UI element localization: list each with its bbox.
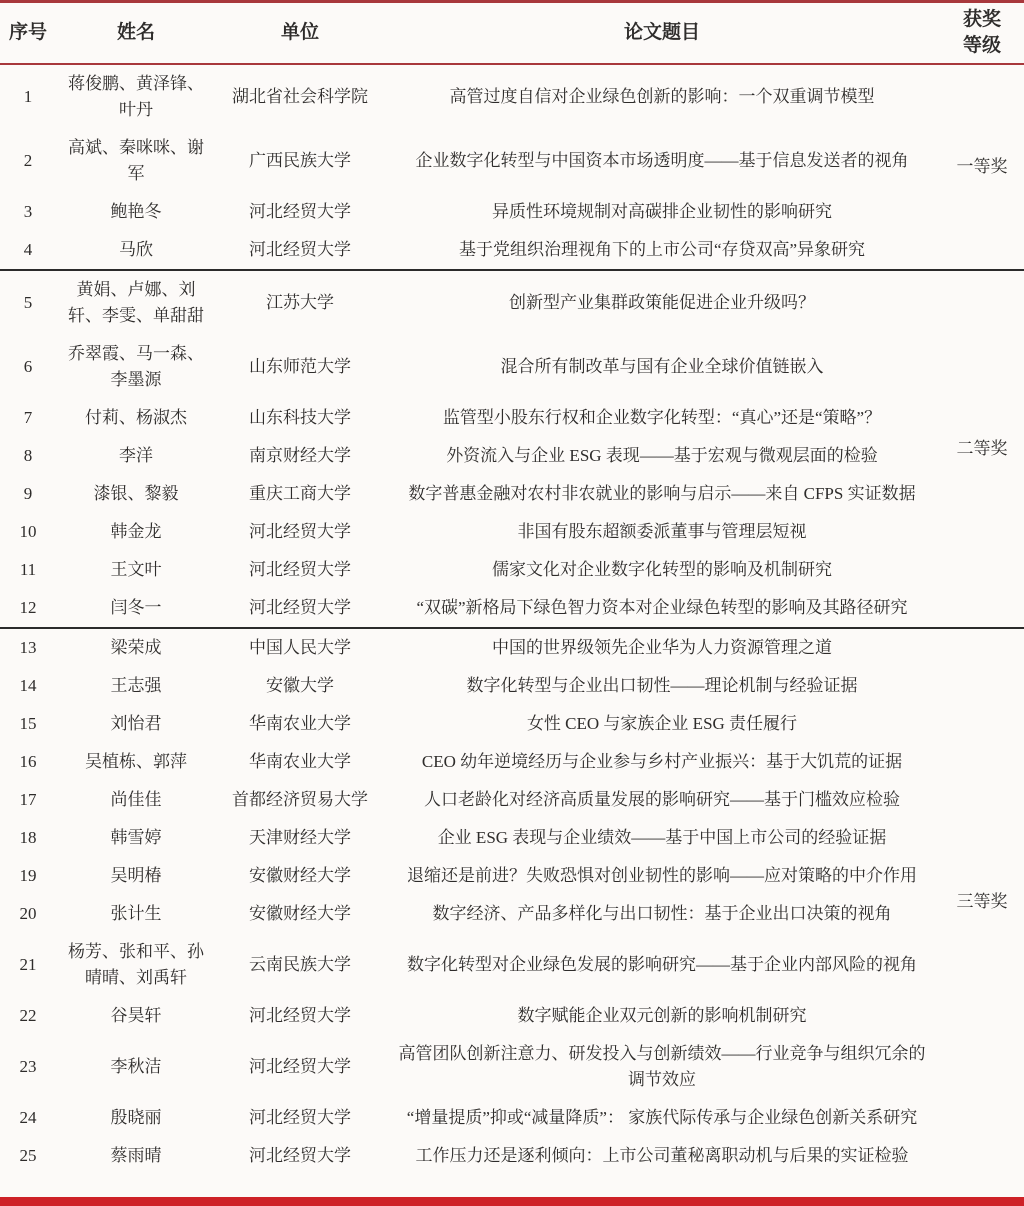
- cell-name: 韩金龙: [110, 522, 162, 541]
- cell-name: 张计生: [110, 904, 162, 923]
- table-row: [0, 857, 1024, 895]
- cell-unit: 云南民族大学: [249, 955, 351, 974]
- cell-unit: 天津财经大学: [249, 828, 351, 847]
- cell-name: 高斌、秦咪咪、谢军: [68, 138, 204, 183]
- table-row: [0, 628, 1024, 667]
- cell-title: 数字化转型对企业绿色发展的影响研究——基于企业内部风险的视角: [407, 955, 917, 974]
- cell-title: 人口老龄化对经济高质量发展的影响研究——基于门槛效应检验: [424, 790, 900, 809]
- cell-name: 漆银、黎毅: [93, 484, 179, 503]
- cell-unit: 河北经贸大学: [249, 1057, 351, 1076]
- cell-no: 5: [23, 293, 33, 312]
- col-header-no: 序号: [8, 22, 47, 43]
- table-row: [0, 997, 1024, 1035]
- table-row: [0, 1035, 1024, 1099]
- cell-award: 一等奖: [956, 157, 1008, 176]
- cell-no: 15: [19, 714, 37, 733]
- table-row: [0, 1137, 1024, 1175]
- cell-title: “双碳”新格局下绿色智力资本对企业绿色转型的影响及其路径研究: [416, 598, 908, 617]
- table-row: [0, 475, 1024, 513]
- cell-title: 高管团队创新注意力、研发投入与创新绩效——行业竞争与组织冗余的调节效应: [398, 1044, 926, 1089]
- cell-unit: 华南农业大学: [249, 752, 351, 771]
- cell-name: 王文叶: [110, 560, 162, 579]
- cell-title: 非国有股东超额委派董事与管理层短视: [517, 522, 807, 541]
- cell-title: 儒家文化对企业数字化转型的影响及机制研究: [492, 560, 832, 579]
- table-row: [0, 781, 1024, 819]
- cell-title: “增量提质”抑或“减量降质”： 家族代际传承与企业绿色创新关系研究: [406, 1108, 918, 1127]
- table-row: [0, 64, 1024, 129]
- cell-title: 高管过度自信对企业绿色创新的影响：一个双重调节模型: [449, 87, 875, 106]
- cell-name: 乔翠霞、马一森、李墨源: [68, 344, 204, 389]
- table-row: [0, 335, 1024, 399]
- cell-title: 退缩还是前进？失败恐惧对创业韧性的影响——应对策略的中介作用: [407, 866, 917, 885]
- cell-no: 9: [23, 484, 33, 503]
- col-header-unit: 单位: [280, 22, 319, 43]
- cell-unit: 湖北省社会科学院: [232, 87, 368, 106]
- table-row: [0, 231, 1024, 270]
- cell-no: 16: [19, 752, 37, 771]
- table-row: [0, 589, 1024, 628]
- cell-no: 24: [19, 1108, 37, 1127]
- bottom-red-bar: [0, 1197, 1024, 1206]
- cell-name: 闫冬一: [110, 598, 162, 617]
- cell-no: 13: [19, 638, 37, 657]
- cell-unit: 华南农业大学: [249, 714, 351, 733]
- cell-no: 20: [19, 904, 37, 923]
- cell-no: 18: [19, 828, 37, 847]
- cell-unit: 河北经贸大学: [249, 560, 351, 579]
- cell-title: 数字普惠金融对农村非农就业的影响与启示——来自 CFPS 实证数据: [408, 484, 916, 503]
- cell-unit: 安徽财经大学: [249, 904, 351, 923]
- header-row: [0, 2, 1024, 65]
- table-row: [0, 1099, 1024, 1137]
- cell-unit: 河北经贸大学: [249, 522, 351, 541]
- table-row: [0, 895, 1024, 933]
- cell-title: 监管型小股东行权和企业数字化转型：“真心”还是“策略”？: [442, 408, 882, 427]
- cell-unit: 江苏大学: [266, 293, 334, 312]
- cell-name: 吴植栋、郭萍: [85, 752, 187, 771]
- table-row: [0, 933, 1024, 997]
- table-row: [0, 513, 1024, 551]
- cell-no: 2: [23, 151, 33, 170]
- cell-no: 4: [23, 240, 33, 259]
- cell-unit: 河北经贸大学: [249, 1006, 351, 1025]
- cell-name: 蒋俊鹏、黄泽锋、叶丹: [68, 74, 204, 119]
- cell-name: 李洋: [119, 446, 153, 465]
- cell-unit: 重庆工商大学: [249, 484, 351, 503]
- cell-title: 外资流入与企业 ESG 表现——基于宏观与微观层面的检验: [446, 446, 878, 465]
- cell-award: 三等奖: [956, 892, 1008, 911]
- cell-unit: 安徽财经大学: [249, 866, 351, 885]
- table-row: [0, 270, 1024, 335]
- table-row: [0, 437, 1024, 475]
- cell-name: 王志强: [110, 676, 162, 695]
- cell-name: 杨芳、张和平、孙晴晴、刘禹轩: [68, 942, 204, 987]
- cell-name: 蔡雨晴: [110, 1146, 162, 1165]
- cell-no: 22: [19, 1006, 37, 1025]
- cell-no: 14: [19, 676, 37, 695]
- cell-name: 梁荣成: [110, 638, 162, 657]
- cell-no: 17: [19, 790, 37, 809]
- cell-no: 23: [19, 1057, 37, 1076]
- cell-title: 混合所有制改革与国有企业全球价值链嵌入: [500, 357, 824, 376]
- table-row: [0, 399, 1024, 437]
- table-row: [0, 193, 1024, 231]
- cell-name: 鲍艳冬: [110, 202, 162, 221]
- cell-title: CEO 幼年逆境经历与企业参与乡村产业振兴：基于大饥荒的证据: [421, 752, 903, 771]
- cell-title: 创新型产业集群政策能促进企业升级吗？: [509, 293, 815, 312]
- cell-name: 谷昊轩: [110, 1006, 162, 1025]
- cell-no: 8: [23, 446, 33, 465]
- cell-name: 李秋洁: [110, 1057, 162, 1076]
- cell-name: 刘怡君: [110, 714, 162, 733]
- cell-title: 数字赋能企业双元创新的影响机制研究: [517, 1006, 807, 1025]
- cell-unit: 河北经贸大学: [249, 1108, 351, 1127]
- cell-no: 7: [23, 408, 33, 427]
- cell-unit: 广西民族大学: [249, 151, 351, 170]
- table-row: [0, 705, 1024, 743]
- cell-no: 3: [23, 202, 33, 221]
- cell-unit: 首都经济贸易大学: [232, 790, 368, 809]
- cell-no: 11: [19, 560, 37, 579]
- cell-name: 殷晓丽: [110, 1108, 162, 1127]
- col-header-award-line2: 等级: [962, 35, 1001, 56]
- cell-title: 基于党组织治理视角下的上市公司“存贷双高”异象研究: [458, 240, 866, 259]
- col-header-award-line1: 获奖: [962, 9, 1001, 30]
- table-row: [0, 129, 1024, 193]
- cell-unit: 安徽大学: [266, 676, 334, 695]
- col-header-title: 论文题目: [623, 22, 700, 43]
- cell-no: 12: [19, 598, 37, 617]
- cell-no: 1: [23, 87, 33, 106]
- col-header-award: [940, 2, 1024, 65]
- cell-unit: 南京财经大学: [249, 446, 351, 465]
- cell-name: 马欣: [119, 240, 153, 259]
- cell-title: 企业 ESG 表现与企业绩效——基于中国上市公司的经验证据: [437, 828, 887, 847]
- cell-unit: 山东师范大学: [249, 357, 351, 376]
- cell-unit: 河北经贸大学: [249, 1146, 351, 1165]
- cell-title: 中国的世界级领先企业华为人力资源管理之道: [492, 638, 832, 657]
- cell-unit: 河北经贸大学: [249, 598, 351, 617]
- cell-title: 企业数字化转型与中国资本市场透明度——基于信息发送者的视角: [415, 151, 909, 170]
- cell-title: 异质性环境规制对高碳排企业韧性的影响研究: [492, 202, 832, 221]
- cell-unit: 山东科技大学: [249, 408, 351, 427]
- cell-award: 二等奖: [956, 439, 1008, 458]
- table-row: [0, 743, 1024, 781]
- cell-name: 付莉、杨淑杰: [85, 408, 187, 427]
- cell-no: 10: [19, 522, 37, 541]
- cell-title: 女性 CEO 与家族企业 ESG 责任履行: [526, 714, 798, 733]
- cell-unit: 河北经贸大学: [249, 240, 351, 259]
- table-row: [0, 551, 1024, 589]
- table-row: [0, 819, 1024, 857]
- cell-name: 韩雪婷: [110, 828, 162, 847]
- cell-name: 吴明椿: [110, 866, 162, 885]
- cell-name: 黄娟、卢娜、刘轩、李雯、单甜甜: [68, 280, 204, 325]
- cell-name: 尚佳佳: [110, 790, 162, 809]
- table-body: [0, 64, 1024, 1175]
- cell-no: 21: [19, 955, 37, 974]
- cell-title: 数字化转型与企业出口韧性——理论机制与经验证据: [466, 676, 858, 695]
- col-header-name: 姓名: [116, 22, 155, 43]
- cell-no: 19: [19, 866, 37, 885]
- cell-unit: 河北经贸大学: [249, 202, 351, 221]
- table-row: [0, 667, 1024, 705]
- cell-title: 工作压力还是逐利倾向：上市公司董秘离职动机与后果的实证检验: [415, 1146, 909, 1165]
- cell-title: 数字经济、产品多样化与出口韧性：基于企业出口决策的视角: [432, 904, 892, 923]
- cell-unit: 中国人民大学: [249, 638, 351, 657]
- cell-no: 25: [19, 1146, 37, 1165]
- cell-no: 6: [23, 357, 33, 376]
